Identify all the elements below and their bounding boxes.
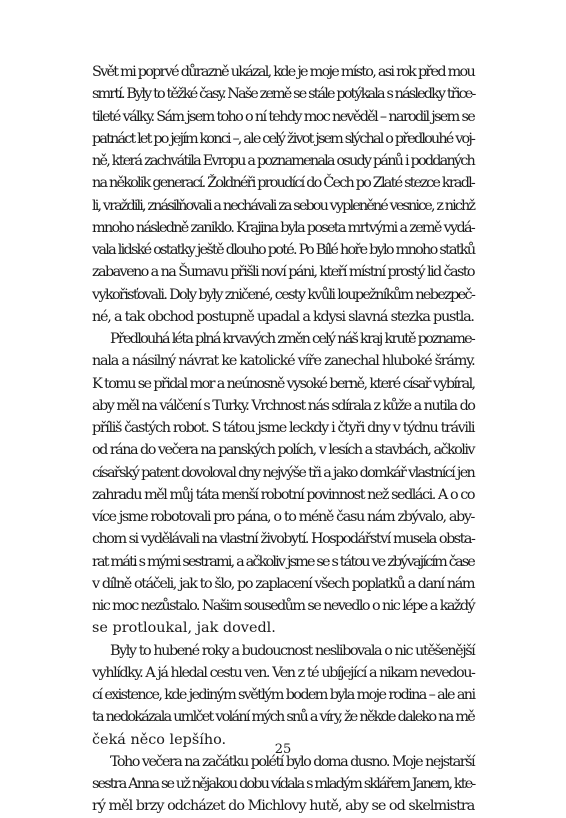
text-line: Toho večera na začátku polétí bylo doma dusno. Moje nejstarší <box>110 753 474 770</box>
text-line: aby měl na válčení s Turky. Vrchnost nás sdírala z kůže a nutila do <box>92 397 475 414</box>
paragraph <box>92 61 474 328</box>
text-line: vykořisťovali. Doly byly zničené, cesty kvůli loupežníkům nebezpeč- <box>92 286 475 303</box>
text-line: zabaveno a na Šumavu přišli noví páni, kteří místní prostý lid často <box>92 264 474 281</box>
text-line: chom si vydělávali na vlastní živobytí. Hospodářství musela obsta- <box>92 531 475 548</box>
text-line: ta nedokázala umlčet volání mých snů a víry, že někde daleko na mě <box>92 709 474 726</box>
text-line: vyhlídky. A já hledal cestu ven. Ven z té ubíjející a nikam nevedou- <box>92 664 475 681</box>
paragraph <box>92 751 474 818</box>
text-line: ně, která zachvátila Evropu a poznamenala osudy pánů i poddaných <box>92 153 474 169</box>
text-line: čeká něco lepšího. <box>92 731 227 748</box>
text-line: v dílně otáčeli, jak to šlo, po zaplacení všech poplatků a daní nám <box>92 575 475 592</box>
text-line: tileté války. Sám jsem toho o ní tehdy moc nevěděl – narodil jsem se <box>92 108 475 125</box>
text-line: K tomu se přidal mor a neúnosně vysoké berně, které císař vybíral, <box>92 375 475 392</box>
text-line: rý měl brzy odcházet do Michlovy hutě, aby se od skelmistra <box>92 798 475 815</box>
text-line: příliš častých robot. S tátou jsme leckdy i čtyři dny v týdnu trávili <box>92 420 475 436</box>
text-line: li, vraždili, znásilňovali a nechávali za sebou vypleněné vesnice, z nichž <box>92 197 475 214</box>
text-line: rat máti s mými sestrami, a ačkoliv jsme se s tátou ve zbývajícím čase <box>92 553 474 570</box>
text-line: sestra Anna se už nějakou dobu vídala s mladým sklářem Janem, kte- <box>92 776 475 792</box>
text-line: Byly to hubené roky a budoucnost neslibovala o nic utěšenější <box>110 642 475 659</box>
text-line: více jsme robotovali pro pána, o to méně času nám zbývalo, aby- <box>92 509 474 525</box>
text-line: vala lidské ostatky ještě dlouho poté. Po Bílé hoře bylo mnoho statků <box>92 242 475 258</box>
text-line: mnoho následně zaniklo. Krajina byla poseta mrtvými a země vydá- <box>92 219 474 236</box>
text-line: smrtí. Byly to těžké časy. Naše země se stále potýkala s následky třice- <box>92 86 475 103</box>
paragraph <box>92 640 474 751</box>
paragraph <box>92 328 474 640</box>
text-line: né, a tak obchod postupně upadal a kdysi slavná stezka pustla. <box>92 308 474 325</box>
page-number: 25 <box>274 742 292 757</box>
text-line: císařský patent dovoloval dny nejvýše tři a jako domkář vlastnící jen <box>92 464 475 481</box>
text-line: zahradu měl můj táta menší robotní povinnost než sedláci. A o co <box>92 486 474 503</box>
text-line: na několik generací. Žoldnéři proudící do Čech po Zlaté stezce kradl- <box>92 175 474 192</box>
text-line: nala a násilný návrat ke katolické víře zanechal hluboké šrámy. <box>92 353 475 370</box>
text-line: patnáct let po jejím konci –, ale celý život jsem slýchal o předlouhé voj- <box>92 130 474 147</box>
body-text <box>92 61 474 818</box>
text-line: cí existence, kde jediným světlým bodem byla moje rodina – ale ani <box>92 687 475 703</box>
text-line: se protloukal, jak dovedl. <box>92 620 276 637</box>
text-line: nic moc nezůstalo. Našim sousedům se nevedlo o nic lépe a každý <box>92 598 474 614</box>
text-line: Svět mi poprvé důrazně ukázal, kde je moje místo, asi rok před mou <box>92 64 474 80</box>
text-line: Předlouhá léta plná krvavých změn celý náš kraj krutě poznamе- <box>110 331 474 347</box>
text-line: od rána do večera na panských polích, v lesích a stavbách, ačkoliv <box>92 442 474 459</box>
